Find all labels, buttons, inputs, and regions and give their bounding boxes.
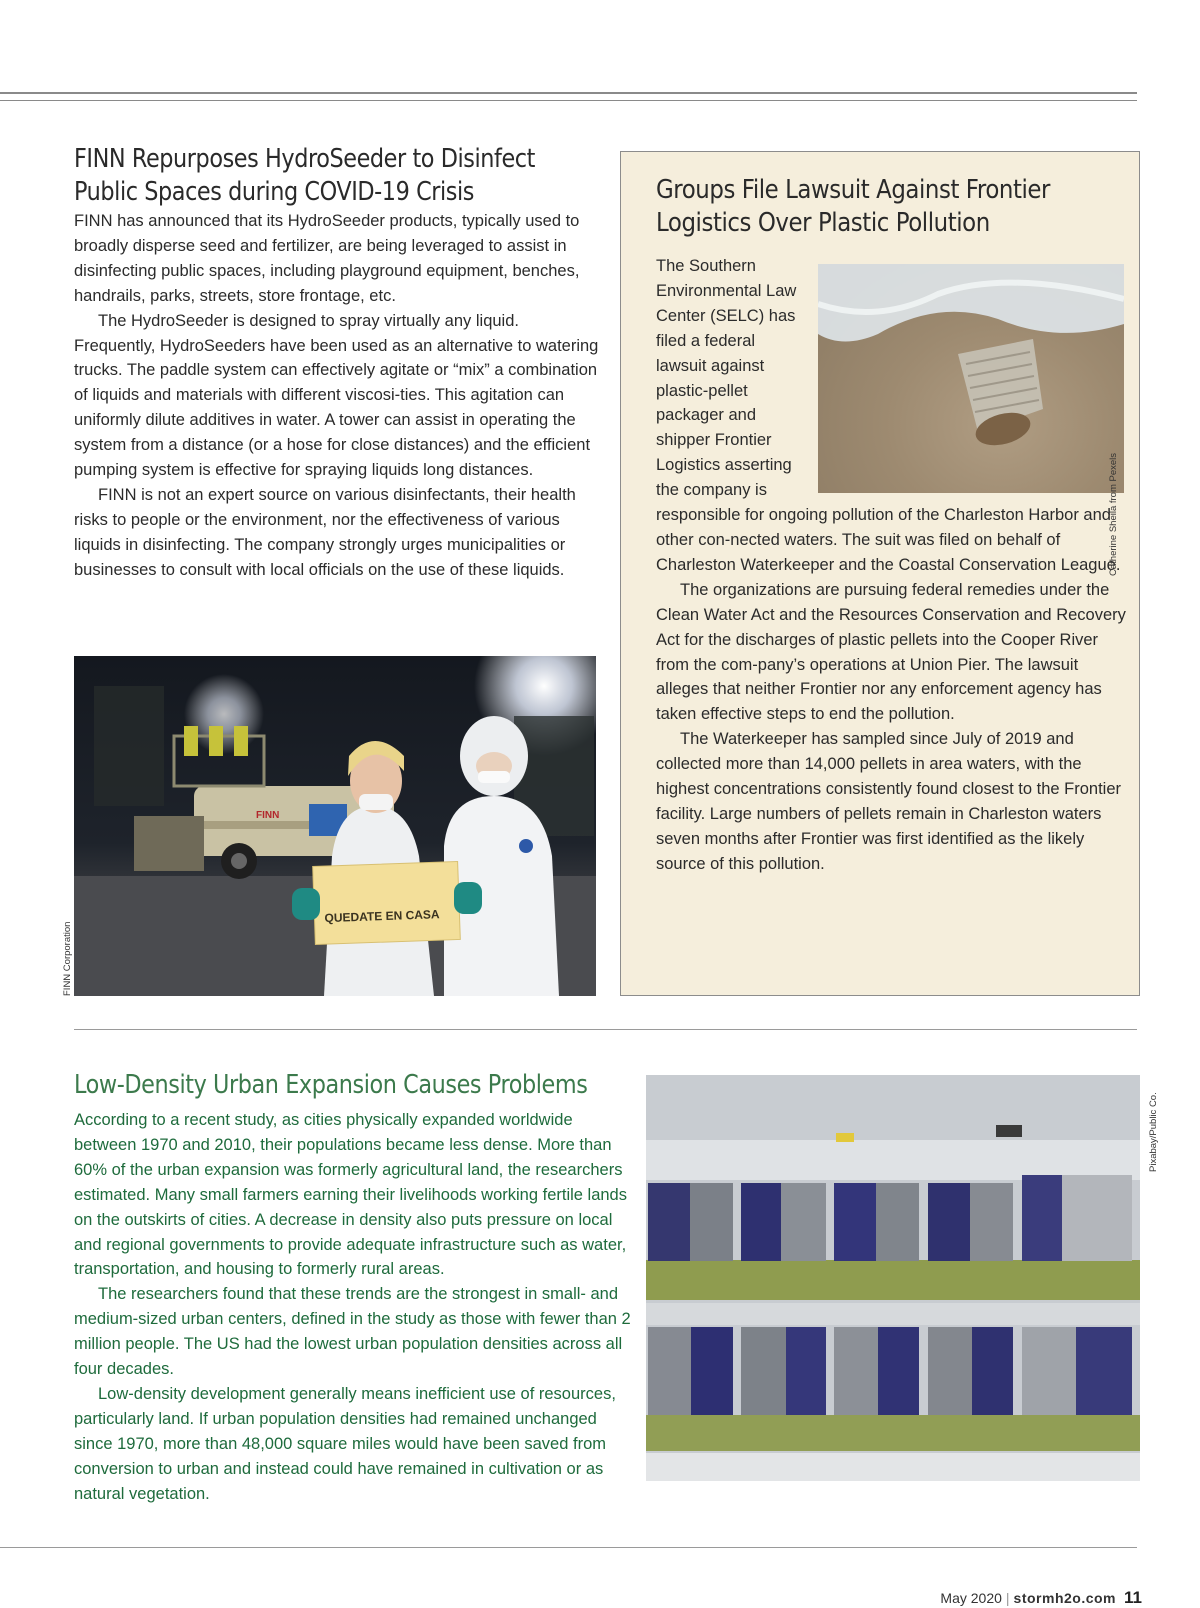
aerial-suburb-photo <box>646 1075 1140 1481</box>
title-line-2: Logistics Over Plastic Pollution <box>656 208 990 238</box>
paragraph: According to a recent study, as cities physically expanded worldwide between 1970 and 2010, their populations became less dense. More than 60% of the urban expansion was formerly agricultural land, the researchers estimated. Many small farmers earning their livelihoods working fertile lands on the outskirts of cities. A decrease in density also puts pressure on local and regional governments to provide adequate infrastructure such as water, transportation, and housing to formerly rural areas. <box>74 1111 627 1279</box>
photo-credit: Catherine Sheila from Pexels <box>1108 452 1119 576</box>
title-line-2: Public Spaces during COVID-19 Crisis <box>74 177 475 207</box>
quedate-en-casa-sign <box>292 861 482 944</box>
plastic-pellet-photo <box>818 264 1124 493</box>
plastic-cup-illustration <box>818 264 1124 493</box>
article-finn-body <box>74 209 602 583</box>
page-number: 11 <box>1124 1588 1142 1607</box>
top-rule <box>0 92 1137 94</box>
photo-credit: Pixabay/Public Co. <box>1148 1092 1159 1172</box>
house-row <box>648 1175 1132 1261</box>
paragraph: Low-density development generally means inefficient use of resources, particularly land. If urban population densities had remained unchanged since 1970, more than 48,000 square miles would have been saved from conversion to urban and instead could have remained in cultivation or as natural vegetation. <box>74 1384 616 1503</box>
article-lawsuit-body <box>656 254 1126 877</box>
bottom-rule <box>0 1547 1137 1548</box>
paragraph: FINN is not an expert source on various disinfectants, their health risks to people or the environment, nor the effectiveness of various liquids in disinfecting. The company strongly urges municipalities or businesses to consult with local officials on the use of these liquids. <box>74 485 576 579</box>
title-line-1: FINN Repurposes HydroSeeder to Disinfect <box>74 144 535 174</box>
article-urban-body <box>74 1108 634 1507</box>
paragraph: The Southern Environmental Law Center (SELC) has filed a federal lawsuit against plastic-pellet packager and shipper Frontier Logistics asserting the company is responsible for ongoing pollution of the Charleston Harbor and other con-nected waters. The suit was filed on behalf of Charleston Waterkeeper and the Coastal Conservation League. <box>656 257 1121 574</box>
finn-photo-illustration <box>74 656 596 996</box>
page-footer <box>940 1588 1142 1608</box>
article-urban <box>74 1069 634 1507</box>
aerial-suburb-illustration <box>646 1075 1140 1481</box>
plastic-cup <box>958 339 1043 451</box>
paragraph: The organizations are pursuing federal remedies under the Clean Water Act and the Resources Conservation and Recovery Act for the discharges of plastic pellets into the Cooper River from the com-pany’s operations at Union Pier. The lawsuit alleges that neither Frontier nor any enforcement agency has taken effective steps to end the pollution. <box>656 580 1126 724</box>
site-url[interactable]: stormh2o.com <box>1013 1590 1117 1606</box>
top-rule-thin <box>0 100 1137 101</box>
car <box>836 1133 854 1142</box>
issue-date: May 2020 <box>940 1590 1002 1606</box>
section-divider <box>74 1029 1137 1030</box>
truck-logo: FINN <box>256 810 280 821</box>
finn-hydroseeder-photo <box>74 656 596 996</box>
article-lawsuit-title <box>656 174 1096 240</box>
article-finn-title <box>74 143 573 209</box>
title-line-1: Groups File Lawsuit Against Frontier <box>656 175 1051 205</box>
article-finn <box>74 143 602 583</box>
paragraph: The Waterkeeper has sampled since July of 2019 and collected more than 14,000 pellets in area waters, with the highest concentrations consistently found closest to the Frontier facility. Large numbers of pellets remain in Charleston waters seven months after Frontier was first identified as the likely source of this pollution. <box>656 730 1122 873</box>
footer-separator: | <box>1005 1590 1010 1606</box>
car <box>996 1125 1022 1137</box>
paragraph: The researchers found that these trends are the strongest in small- and medium-sized urban centers, defined in the study as those with fewer than 2 million people. The US had the lowest urban population densities across all four decades. <box>74 1285 631 1379</box>
paragraph: The HydroSeeder is designed to spray virtually any liquid. Frequently, HydroSeeders have been used as an alternative to watering trucks. The paddle system can effectively agitate or “mix” a combination of liquids and materials with different viscosi-ties. This agitation can uniformly dilute additives in water. A tower can assist in operating the system from a distance (or a hose for close distances) and the efficient pumping system is effective for spraying liquids long distances. <box>74 311 599 480</box>
article-urban-title: Low-Density Urban Expansion Causes Problems <box>74 1070 588 1100</box>
paragraph: FINN has announced that its HydroSeeder products, typically used to broadly disperse seed and fertilizer, are being leveraged to assist in disinfecting public spaces, including playground equipment, benches, handrails, parks, streets, store frontage, etc. <box>74 212 580 305</box>
article-lawsuit <box>656 174 1126 877</box>
photo-credit: FINN Corporation <box>62 921 73 996</box>
sign-text: QUEDATE EN CASA <box>324 907 440 926</box>
house-row <box>648 1327 1132 1415</box>
